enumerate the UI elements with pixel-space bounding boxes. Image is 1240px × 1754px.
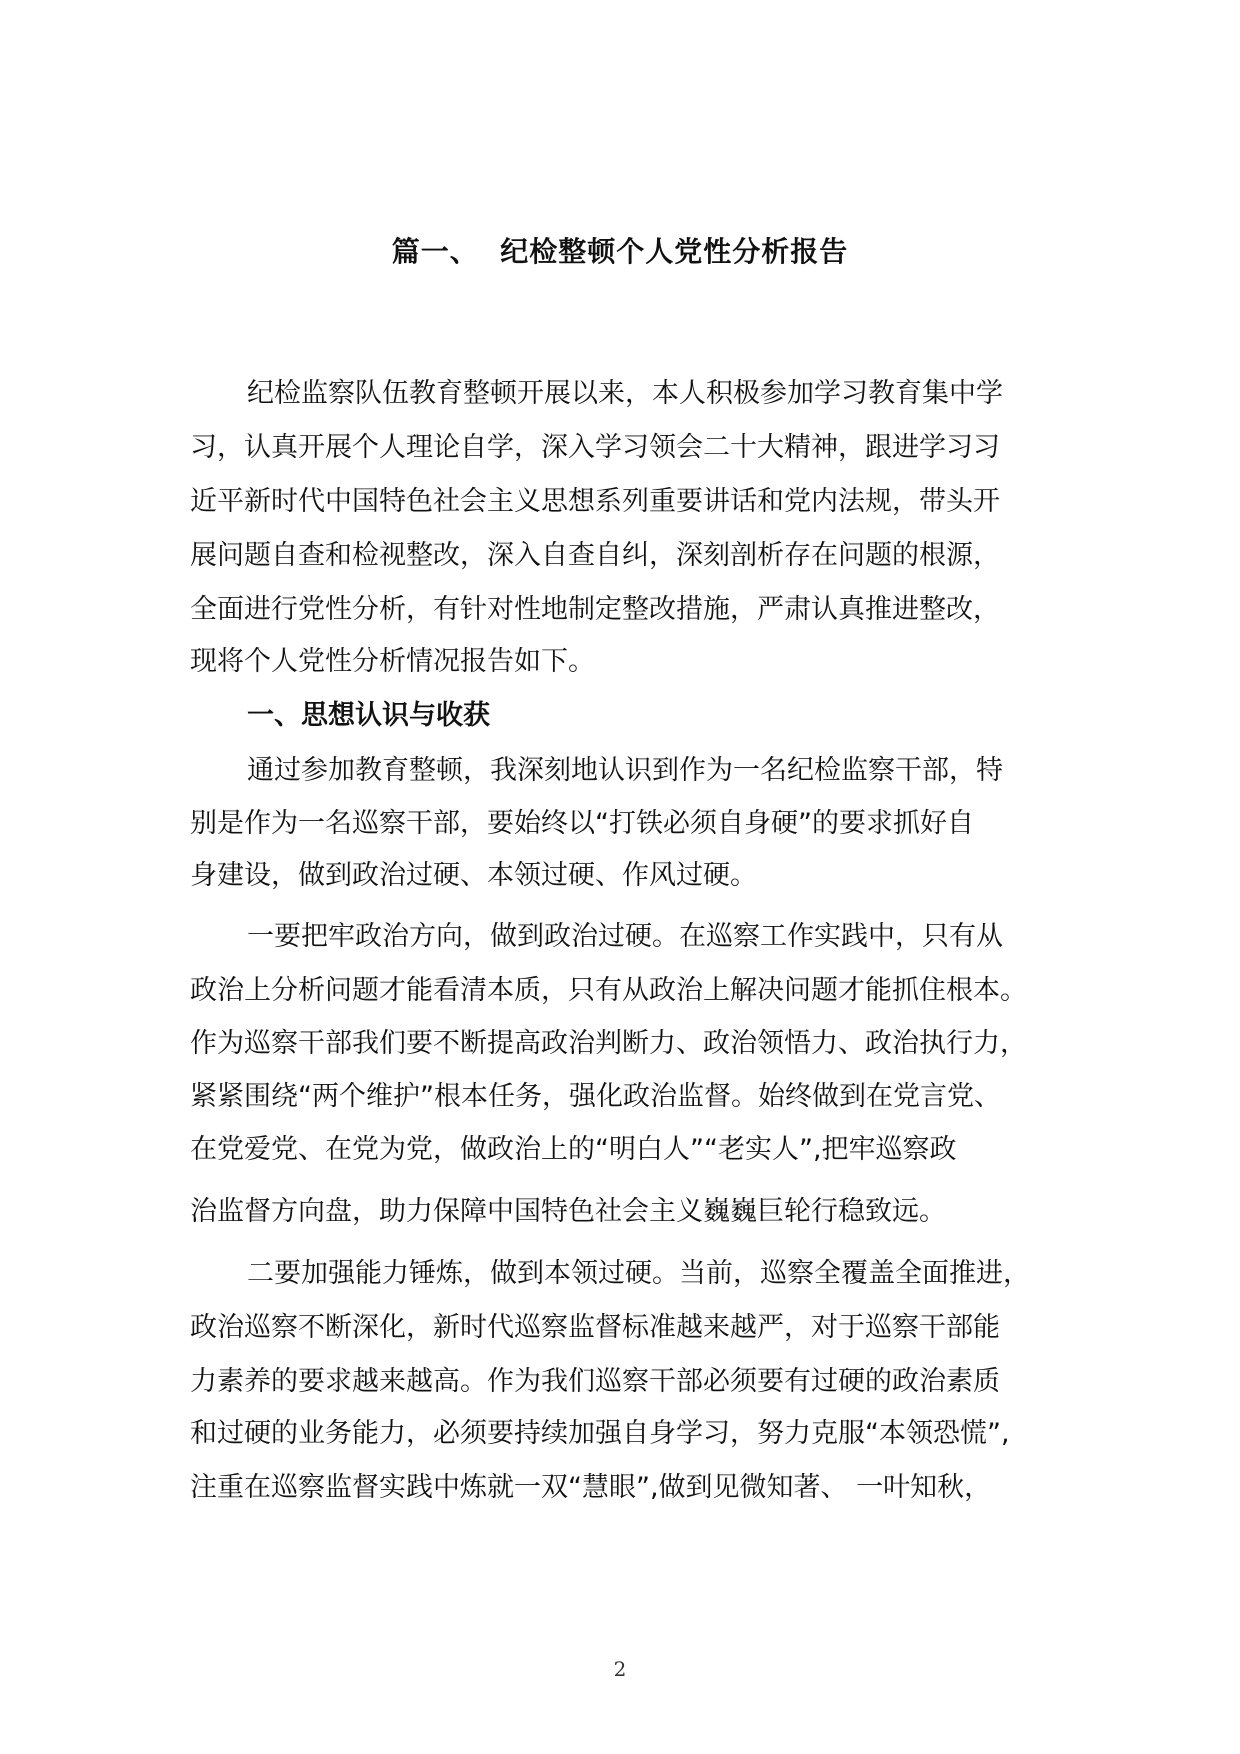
- paragraph-line: 治监督方向盘，助力保障中国特色社会主义巍巍巨轮行稳致远。: [190, 1196, 946, 1227]
- paragraph-line: 现将个人党性分析情况报告如下。: [190, 646, 595, 677]
- paragraph-line: 通过参加教育整顿，我深刻地认识到作为一名纪检监察干部，特: [247, 755, 1003, 786]
- paragraph-line: 全面进行党性分析，有针对性地制定整改措施，严肃认真推进整改，: [190, 594, 1000, 625]
- paragraph-line: 别是作为一名巡察干部，要始终以“打铁必须自身硬”的要求抓好自: [190, 808, 974, 839]
- paragraph-line: 和过硬的业务能力，必须要持续加强自身学习，努力克服“本领恐慌”,: [190, 1418, 1010, 1449]
- document-title: 篇一、 纪检整顿个人党性分析报告: [391, 235, 849, 268]
- paragraph-line: 作为巡察干部我们要不断提高政治判断力、政治领悟力、政治执行力，: [190, 1028, 1027, 1059]
- paragraph-line: 力素养的要求越来越高。作为我们巡察干部必须要有过硬的政治素质: [190, 1366, 1000, 1397]
- paragraph-line: 二要加强能力锤炼，做到本领过硬。当前，巡察全覆盖全面推进，: [247, 1258, 1030, 1289]
- paragraph-line: 习，认真开展个人理论自学，深入学习领会二十大精神，跟进学习习: [190, 432, 1000, 463]
- paragraph-line: 政治上分析问题才能看清本质，只有从政治上解决问题才能抓住根本。: [190, 975, 1027, 1006]
- paragraph-line: 近平新时代中国特色社会主义思想系列重要讲话和党内法规，带头开: [190, 486, 1000, 517]
- paragraph-line: 政治巡察不断深化，新时代巡察监督标准越来越严，对于巡察干部能: [190, 1312, 1000, 1343]
- paragraph-line: 紧紧围绕“两个维护”根本任务，强化政治监督。始终做到在党言党、: [190, 1081, 1001, 1112]
- page-number: 2: [613, 1657, 627, 1681]
- paragraph-line: 展问题自查和检视整改，深入自查自纠，深刻剖析存在问题的根源，: [190, 540, 1000, 571]
- section-heading: 一、思想认识与收获: [247, 700, 490, 731]
- paragraph-line: 一要把牢政治方向，做到政治过硬。在巡察工作实践中，只有从: [247, 921, 1003, 952]
- paragraph-line: 注重在巡察监督实践中炼就一双“慧眼”,做到见微知著、 一叶知秋，: [190, 1472, 992, 1503]
- paragraph-line: 在党爱党、在党为党，做政治上的“明白人”“老实人”,把牢巡察政: [190, 1134, 957, 1165]
- paragraph-line: 身建设，做到政治过硬、本领过硬、作风过硬。: [190, 860, 757, 891]
- paragraph-line: 纪检监察队伍教育整顿开展以来，本人积极参加学习教育集中学: [247, 378, 1003, 409]
